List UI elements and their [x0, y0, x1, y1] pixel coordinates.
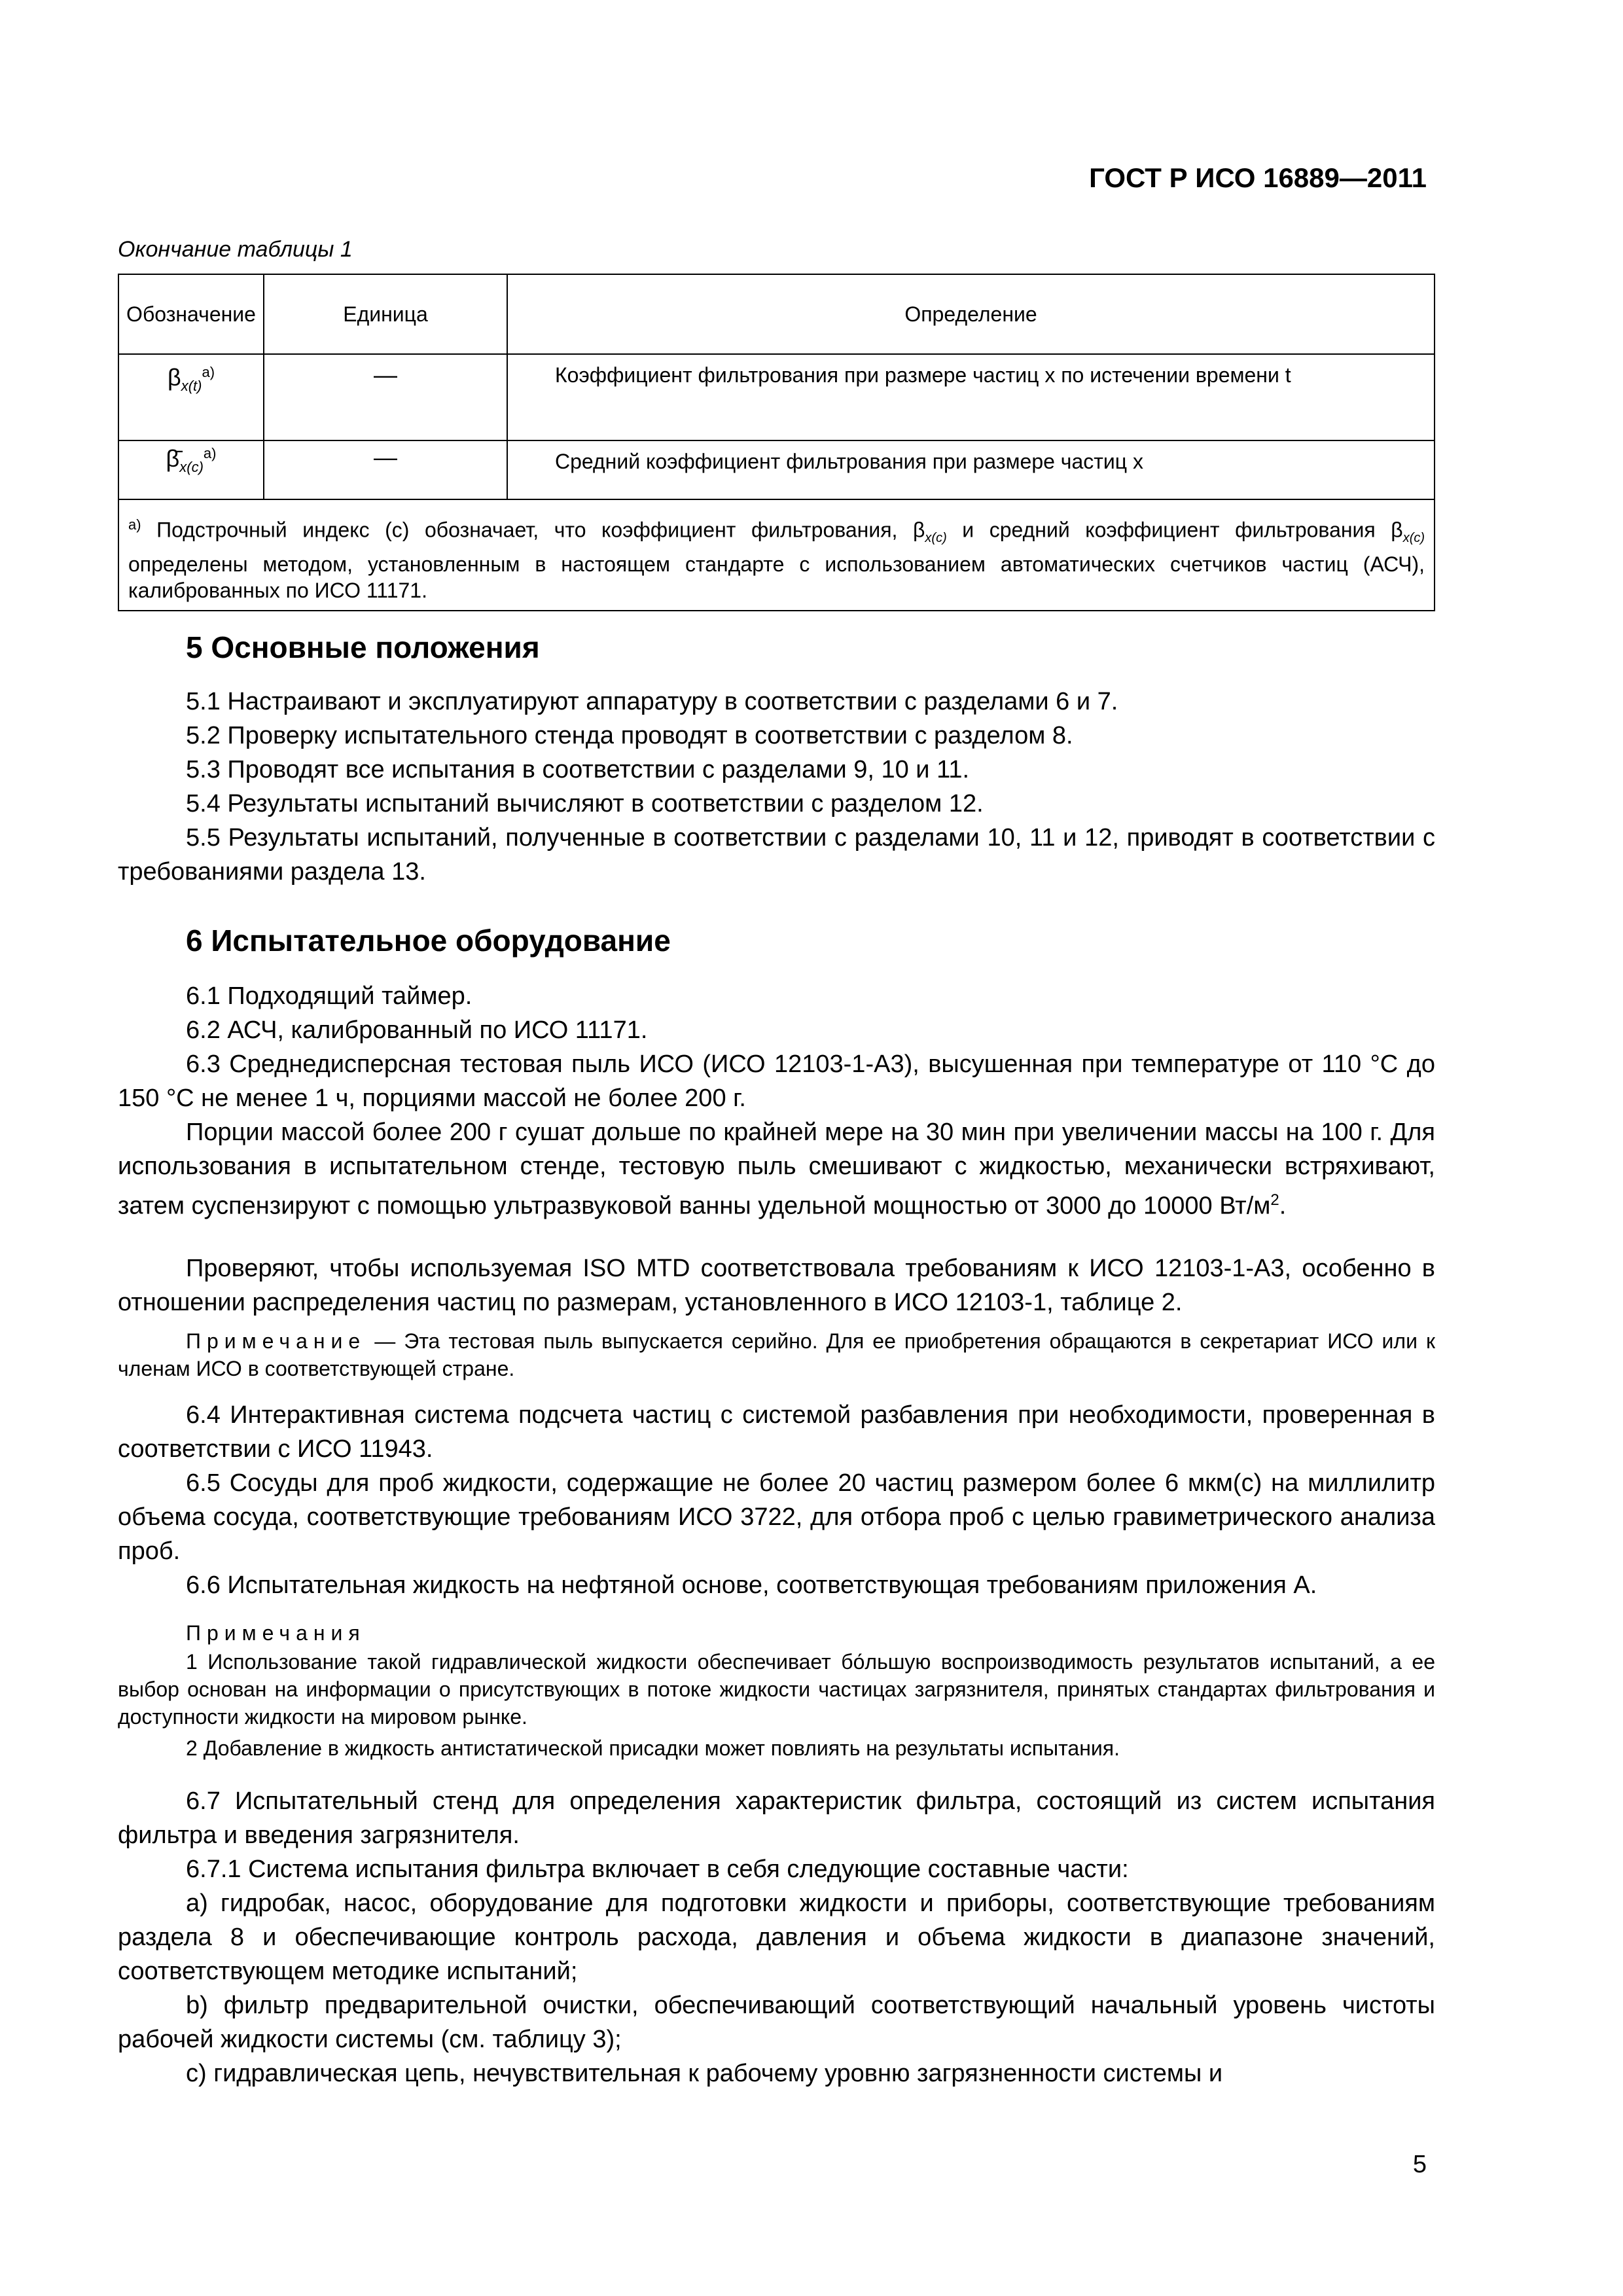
paragraph-6-6: 6.6 Испытательная жидкость на нефтяной основе, соответствующая требованиям приложения А.	[186, 1571, 1317, 1599]
symbol: $\betā_{x(c)}^{a)}$	[166, 445, 217, 476]
table-row	[118, 354, 1435, 440]
table-footnote: $^{a)}$ Подстрочный индекс (с) обозначает, что коэффициент фильтрования, $\beta_{x(c)}$ и средний коэффициент фильтрования $\beta_{x(c)}$ определены методом, установленным в настоящем стандарте с использованием автоматических счетчиков частиц (АСЧ), калиброванных по ИСО 11171.	[118, 499, 1435, 611]
column-header-unit: Единица	[264, 274, 507, 354]
paragraph-6-7-1: 6.7.1 Система испытания фильтра включает в себя следующие составные части:	[186, 1856, 1129, 1883]
paragraph-5-3: 5.3 Проводят все испытания в соответствии с разделами 9, 10 и 11.	[186, 756, 970, 783]
notes-label: Примечания	[186, 1621, 366, 1645]
paragraph-5-4: 5.4 Результаты испытаний вычисляют в соответствии с разделом 12.	[186, 790, 984, 817]
note-test-dust: Примечание — Эта тестовая пыль выпускается серийно. Для ее приобретения обращаются в секретариат ИСО или к членам ИСО в соответствующей стране.	[118, 1329, 1435, 1380]
unit-cell: —	[264, 354, 507, 440]
column-header-symbol: Обозначение	[118, 274, 264, 354]
table-header-row	[118, 274, 1435, 354]
column-header-definition: Определение	[507, 274, 1435, 354]
list-item-a: a) гидробак, насос, оборудование для подготовки жидкости и приборы, соответствующие требованиям раздела 8 и обеспечивающие контроль расхода, давления и объема жидкости в диапазоне значений, соответствующем методике испытаний;	[118, 1890, 1435, 1985]
list-item-c: c) гидравлическая цепь, нечувствительная к рабочему уровню загрязненности системы и	[186, 2060, 1223, 2087]
page-number: 5	[1412, 2151, 1427, 2178]
symbol: $\beta_{x(t)}^{a)}$	[167, 364, 215, 395]
paragraph-6-3-check: Проверяют, чтобы используемая ISO MTD соответствовала требованиям к ИСО 12103-1-А3, особенно в отношении распределения частиц по размерам, установленного в ИСО 12103-1, таблице 2.	[118, 1255, 1435, 1316]
note-2: 2 Добавление в жидкость антистатической присадки может повлиять на результаты испытания.	[186, 1736, 1120, 1760]
paragraph-6-3-drying: Порции массой более 200 г сушат дольше по крайней мере на 30 мин при увеличении массы на 100 г. Для использования в испытательном стенде, тестовую пыль смешивают с жидкостью, механически встряхивают, затем суспензируют с помощью ультразвуковой ванны удельной мощностью от 3000 до 10000 $Вт/м^2$.	[118, 1119, 1435, 1220]
table-row	[118, 440, 1435, 499]
definition-cell: Средний коэффициент фильтрования при размере частиц x	[507, 440, 1435, 499]
symbols-table	[118, 274, 1435, 611]
table-footnote-row	[118, 499, 1435, 611]
section-5-heading: 5 Основные положения	[186, 630, 540, 664]
symbol-cell	[118, 440, 264, 499]
paragraph-6-7: 6.7 Испытательный стенд для определения характеристик фильтра, состоящий из систем испытания фильтра и введения загрязнителя.	[118, 1787, 1435, 1849]
unit-cell: —	[264, 440, 507, 499]
paragraph-5-1: 5.1 Настраивают и эксплуатируют аппаратуру в соответствии с разделами 6 и 7.	[186, 688, 1118, 715]
paragraph-6-4: 6.4 Интерактивная система подсчета частиц с системой разбавления при необходимости, проверенная в соответствии с ИСО 11943.	[118, 1401, 1435, 1463]
document-header: ГОСТ Р ИСО 16889—2011	[1089, 162, 1427, 193]
table-caption: Окончание таблицы 1	[118, 237, 353, 262]
list-item-b: b) фильтр предварительной очистки, обеспечивающий соответствующий начальный уровень чистоты рабочей жидкости системы (см. таблицу 3);	[118, 1992, 1435, 2053]
paragraph-6-2: 6.2 АСЧ, калиброванный по ИСО 11171.	[186, 1016, 648, 1044]
paragraph-6-5: 6.5 Сосуды для проб жидкости, содержащие не более 20 частиц размером более 6 мкм(с) на миллилитр объема сосуда, соответствующие требованиям ИСО 3722, для отбора проб с целью гравиметрического анализа проб.	[118, 1469, 1435, 1565]
note-1: 1 Использование такой гидравлической жидкости обеспечивает бо́льшую воспроизводимость результатов испытаний, а ее выбор основан на информации о присутствующих в потоке жидкости частицах загрязнителя, принятых стандартах фильтрования и доступности жидкости на мировом рынке.	[118, 1650, 1435, 1729]
section-6-heading: 6 Испытательное оборудование	[186, 924, 671, 958]
paragraph-6-3: 6.3 Среднедисперсная тестовая пыль ИСО (ИСО 12103-1-А3), высушенная при температуре от 110 °С до 150 °С не менее 1 ч, порциями массой не более 200 г.	[118, 1050, 1435, 1112]
definition-cell: Коэффициент фильтрования при размере частиц x по истечении времени t	[507, 354, 1435, 440]
symbol-cell	[118, 354, 264, 440]
paragraph-5-2: 5.2 Проверку испытательного стенда проводят в соответствии с разделом 8.	[186, 722, 1073, 749]
paragraph-5-5: 5.5 Результаты испытаний, полученные в соответствии с разделами 10, 11 и 12, приводят в соответствии с требованиями раздела 13.	[118, 824, 1435, 886]
paragraph-6-1: 6.1 Подходящий таймер.	[186, 982, 473, 1010]
